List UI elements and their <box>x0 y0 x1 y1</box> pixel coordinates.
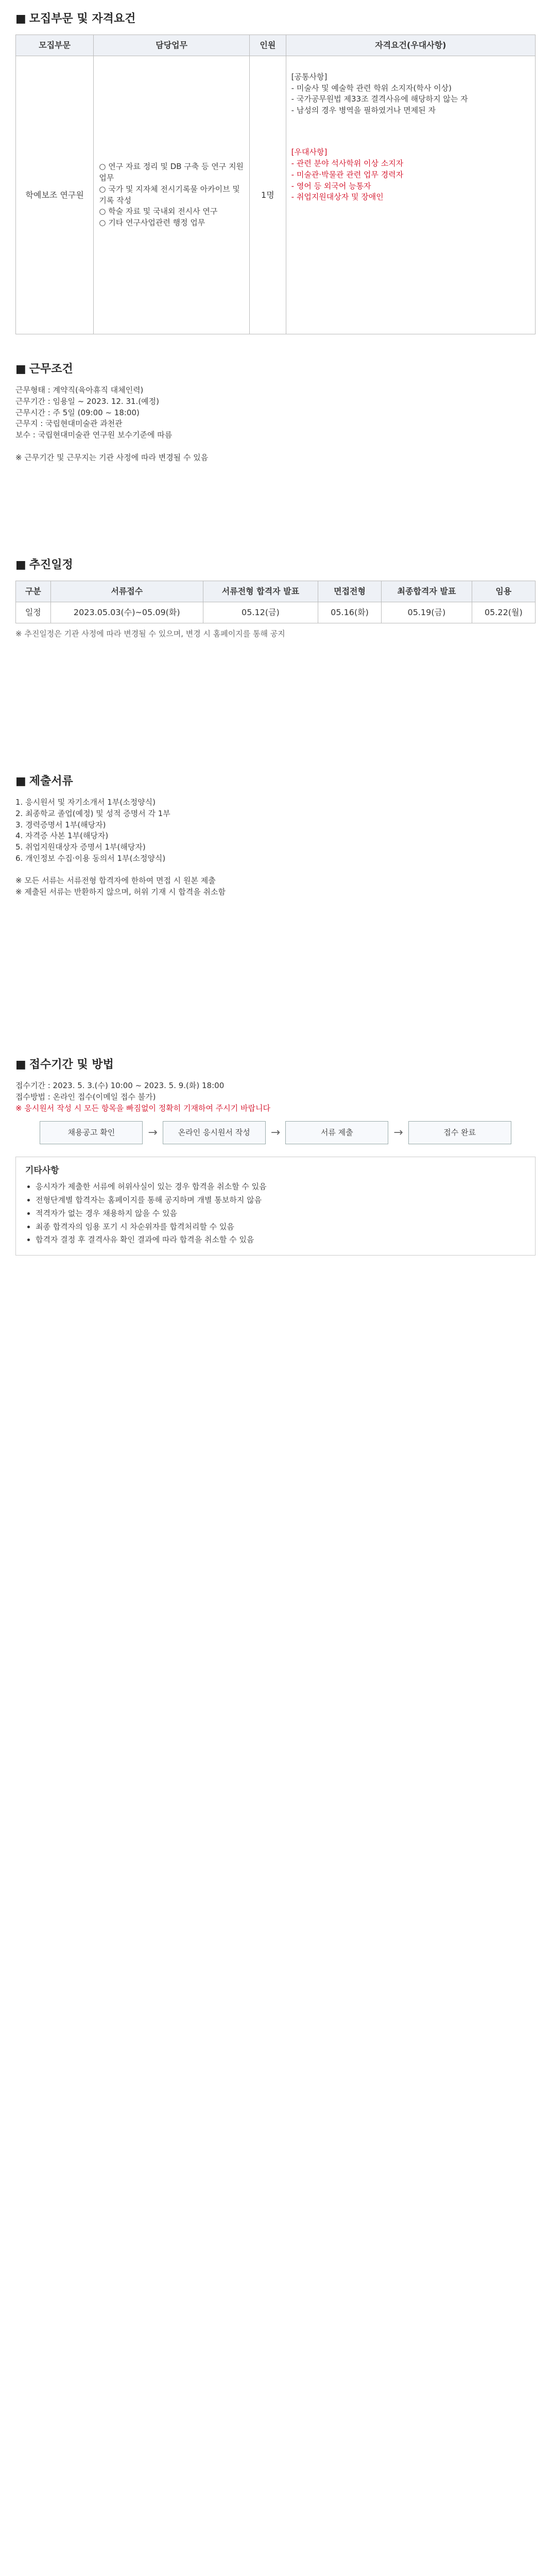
qualification-table: 모집부문 담당업무 인원 자격요건(우대사항) 학예보조 연구원 ○ 연구 자료 정리 및 DB 구축 등 연구 지원업무 ○ 국가 및 지자체 전시기록물 아카이브 및 기록 작성 ○ 학술 자료 및 국내외 전시사 연구 ○ 기타 연구사업관련 행정 업무 1명 [공통사항] - 미술사 및 예술학 관련 학위 소지자(학사 이상) - 국가공무원법 제33조 결격사유에 해당하지 않는 자 - 남성의 경우 병역을 필하였거나 면제된 자 [우대사항] - 관련 분야 석사학위 이상 소지자 - 미술관·박물관 관련 업무 경력자 - 영어 등 외국어 능통자 - 취업지원대상자 및 장애인 <box>15 35 536 334</box>
other-info-box: 기타사항 • 응시자가 제출한 서류에 허위사실이 있는 경우 합격을 취소할 수 있음 • 전형단계별 합격자는 홈페이지를 통해 공지하며 개별 통보하지 않음 • 적격자가 없는 경우 채용하지 않을 수 있음 • 최종 합격자의 임용 포기 시 차순위자를 합격처리할 수 있음 • 합격자 결정 후 결격사유 확인 결과에 따라 합격을 취소할 수 있음 <box>15 1157 536 1256</box>
flow-step: 채용공고 확인 <box>40 1121 143 1144</box>
qualification-section <box>15 10 536 334</box>
section-title: ■ 모집부문 및 자격요건 <box>15 12 136 25</box>
schedule-section: ■ 추진일정 구분 서류접수 서류전형 합격자 발표 면접전형 최종합격자 발표 임용 일정 2023.05.03(수)~05.09(화) 05.12(금) 05.16(화) 05.19(금) 05.22(월) ※ 추진일정은 기관 사정에 따라 변경될 수 있으며, 변경 시 홈페이지를 통해 공지 <box>15 556 536 640</box>
flow-step: 접수 완료 <box>408 1121 511 1144</box>
flow-step: 서류 제출 <box>285 1121 388 1144</box>
arrow-icon: → <box>148 1126 158 1139</box>
schedule-table: 구분 서류접수 서류전형 합격자 발표 면접전형 최종합격자 발표 임용 일정 2023.05.03(수)~05.09(화) 05.12(금) 05.16(화) 05.19(금) 05.22(월) <box>15 581 536 623</box>
documents-section: ■ 제출서류 1. 응시원서 및 자기소개서 1부(소정양식) 2. 최종학교 졸업(예정) 및 성적 증명서 각 1부 3. 경력증명서 1부(해당자) 4. 자격증 사본 1부(해당자) 5. 취업지원대상자 증명서 1부(해당자) 6. 개인정보 수집·이용 동의서 1부(소정양식) ※ 모든 서류는 서류전형 합격자에 한하여 면접 시 원본 제출 ※ 제출된 서류는 반환하지 않으며, 허위 기재 시 합격을 취소함 <box>15 773 536 898</box>
work-conditions-section: ■ 근무조건 근무형태 : 계약직(육아휴직 대체인력) 근무기간 : 임용일 ~ 2023. 12. 31.(예정) 근무시간 : 주 5일 (09:00 ~ 18:00) 근무지 : 국립현대미술관 과천관 보수 : 국립현대미술관 연구원 보수기준에 따름 ※ 근무기간 및 근무지는 기관 사정에 따라 변경될 수 있음 <box>15 361 536 463</box>
flow-step: 온라인 응시원서 작성 <box>163 1121 266 1144</box>
section-title: ■ 근무조건 <box>15 363 73 376</box>
section-title: ■ 접수기간 및 방법 <box>15 1058 114 1071</box>
arrow-icon: → <box>393 1126 403 1139</box>
application-flow <box>15 1121 536 1144</box>
application-section: ■ 접수기간 및 방법 접수기간 : 2023. 5. 3.(수) 10:00 ~ 2023. 5. 9.(화) 18:00 접수방법 : 온라인 접수(이메일 접수 불가) ※ 응시원서 작성 시 모든 항목을 빠짐없이 정확히 기재하여 주시기 바랍니다 채용공고 확인 → 온라인 응시원서 작성 → 서류 제출 → 접수 완료 기타사항 • 응시자가 제출한 서류에 허위사실이 있는 경우 합격을 취소할 수 있음 • 전형단계별 합격자는 홈페이지를 통해 공지하며 개별 통보하지 않음 • 적격자가 없는 경우 채용하지 않을 수 있음 • 최종 합격자의 임용 포기 시 차순위자를 합격처리할 수 있음 • 합격자 결정 후 결격사유 확인 결과에 따라 합격을 취소할 수 있음 <box>15 1056 536 1256</box>
section-title: ■ 추진일정 <box>15 558 73 571</box>
section-title: ■ 제출서류 <box>15 775 73 788</box>
arrow-icon: → <box>270 1126 281 1139</box>
